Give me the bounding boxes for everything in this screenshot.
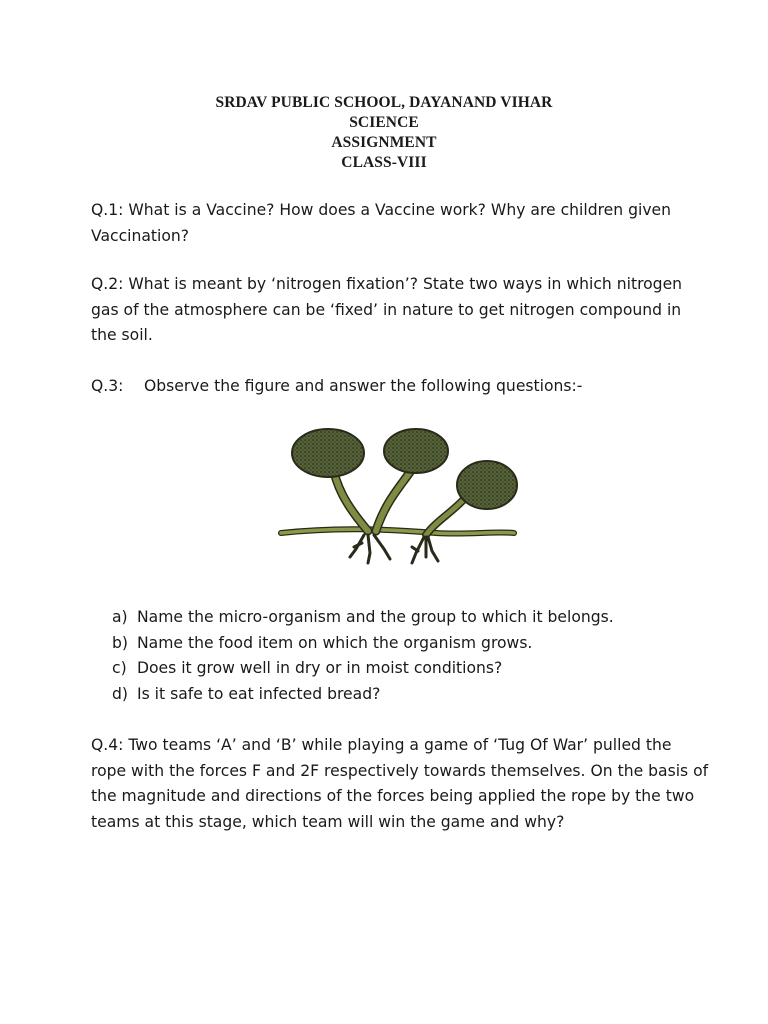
mould-cap-middle [384,429,448,473]
document-type: ASSIGNMENT [331,134,437,151]
mould-cap-left [292,429,364,477]
subquestion-label: a) [112,608,128,626]
bread-mould-illustration [276,423,520,579]
subquestion-text: Does it grow well in dry or in moist conditions? [137,659,503,677]
subquestion-text: Name the micro-organism and the group to which it belongs. [137,608,614,626]
school-name: SRDAV PUBLIC SCHOOL, DAYANAND VIHAR [215,94,553,111]
subject-title: SCIENCE [349,114,419,131]
question-3-number: Q.3: [91,377,124,395]
subquestion-label: c) [112,659,127,677]
question-1: Q.1: What is a Vaccine? How does a Vaccine work? Why are children given Vaccination? [91,201,672,245]
class-label: CLASS-VIII [341,154,427,171]
question-3 [91,374,711,400]
question-3-subquestions [112,605,614,707]
subquestion-text: Name the food item on which the organism grows. [137,633,533,652]
question-3-text: Observe the figure and answer the following questions:- [144,377,583,395]
subquestion-a [112,605,614,631]
subquestion-d [112,682,614,708]
subquestion-c [112,656,614,682]
subquestion-b [112,631,614,657]
subquestion-text: Is it safe to eat infected bread? [137,684,381,703]
subquestion-label: b) [112,633,128,652]
mould-cap-right [457,461,517,509]
document-header [0,93,768,173]
subquestion-label: d) [112,684,128,703]
question-2: Q.2: What is meant by ‘nitrogen fixation’? State two ways in which nitrogen gas of the atmosphere can be ‘fixed’ in nature to get nitrogen compound in the soil. [91,275,683,344]
mould-rhizoids [350,535,438,563]
question-4: Q.4: Two teams ‘A’ and ‘B’ while playing a game of ‘Tug Of War’ pulled the rope with the forces F and 2F respectively towards themselves. On the basis of the magnitude and directions of the forces being applied the rope by the two teams at this stage, which team will win the game and why? [91,736,709,831]
